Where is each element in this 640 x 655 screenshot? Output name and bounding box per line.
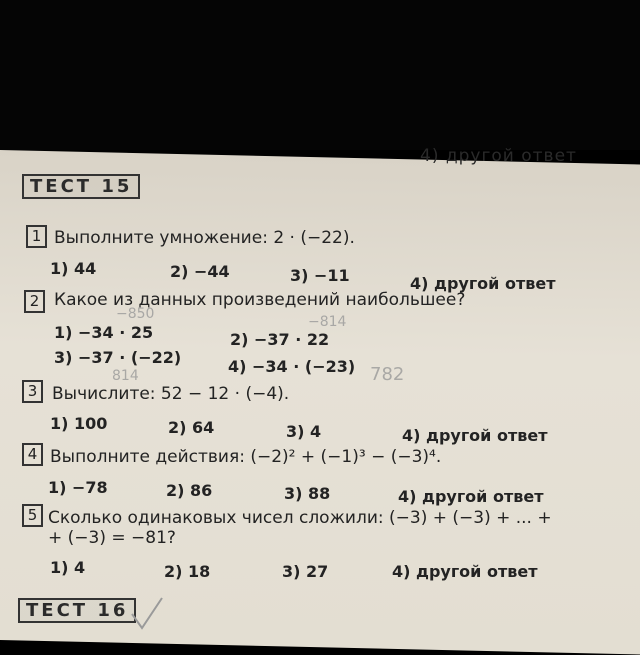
question-2-option-2: 2) −37 · 22 bbox=[230, 330, 330, 349]
question-3-option-3: 3) 4 bbox=[286, 422, 322, 441]
question-4-option-2: 2) 86 bbox=[166, 481, 213, 500]
question-3-option-2: 2) 64 bbox=[168, 418, 215, 437]
question-4-number: 4 bbox=[22, 443, 43, 466]
previous-answer-text: 4) другой ответ bbox=[420, 146, 577, 166]
question-5-option-2: 2) 18 bbox=[164, 562, 211, 581]
question-4-text: Выполните действия: (−2)² + (−1)³ − (−3)⁴. bbox=[50, 447, 442, 467]
pencil-note-3: 814 bbox=[112, 368, 139, 384]
question-3-number: 3 bbox=[22, 380, 43, 403]
question-1-option-4: 4) другой ответ bbox=[410, 274, 556, 293]
question-5-option-1: 1) 4 bbox=[50, 558, 86, 577]
pencil-checkmark-icon bbox=[128, 594, 168, 634]
test-15-heading: ТЕСТ 15 bbox=[22, 174, 140, 199]
question-2-option-4: 4) −34 · (−23) bbox=[228, 357, 356, 376]
question-5-text: Сколько одинаковых чисел сложили: (−3) + (−3) + ... + bbox=[48, 508, 552, 528]
question-3-option-1: 1) 100 bbox=[50, 414, 108, 433]
question-3-text: Вычислите: 52 − 12 · (−4). bbox=[52, 384, 290, 404]
question-3-option-4: 4) другой ответ bbox=[402, 426, 548, 445]
question-2-number: 2 bbox=[24, 290, 45, 313]
pencil-note-2: −814 bbox=[308, 314, 347, 330]
question-1-option-2: 2) −44 bbox=[170, 262, 230, 281]
dark-background bbox=[0, 0, 640, 150]
question-5-text-continued: + (−3) = −81? bbox=[48, 528, 176, 548]
question-1-text: Выполните умножение: 2 · (−22). bbox=[54, 228, 355, 248]
test-16-heading: ТЕСТ 16 bbox=[18, 598, 136, 623]
pencil-note-4: 782 bbox=[370, 364, 405, 385]
question-5-option-4: 4) другой ответ bbox=[392, 562, 538, 581]
question-1-option-1: 1) 44 bbox=[50, 259, 97, 278]
question-2-text: Какое из данных произведений наибольшее? bbox=[54, 290, 466, 310]
question-2-option-1: 1) −34 · 25 bbox=[54, 323, 154, 342]
question-1-option-3: 3) −11 bbox=[290, 266, 350, 285]
question-4-option-4: 4) другой ответ bbox=[398, 487, 544, 506]
question-4-option-3: 3) 88 bbox=[284, 484, 331, 503]
question-2-option-3: 3) −37 · (−22) bbox=[54, 348, 182, 367]
question-1-number: 1 bbox=[26, 225, 47, 248]
question-5-number: 5 bbox=[22, 504, 43, 527]
question-5-option-3: 3) 27 bbox=[282, 562, 329, 581]
question-4-option-1: 1) −78 bbox=[48, 478, 108, 497]
pencil-note-1: −850 bbox=[116, 306, 155, 322]
